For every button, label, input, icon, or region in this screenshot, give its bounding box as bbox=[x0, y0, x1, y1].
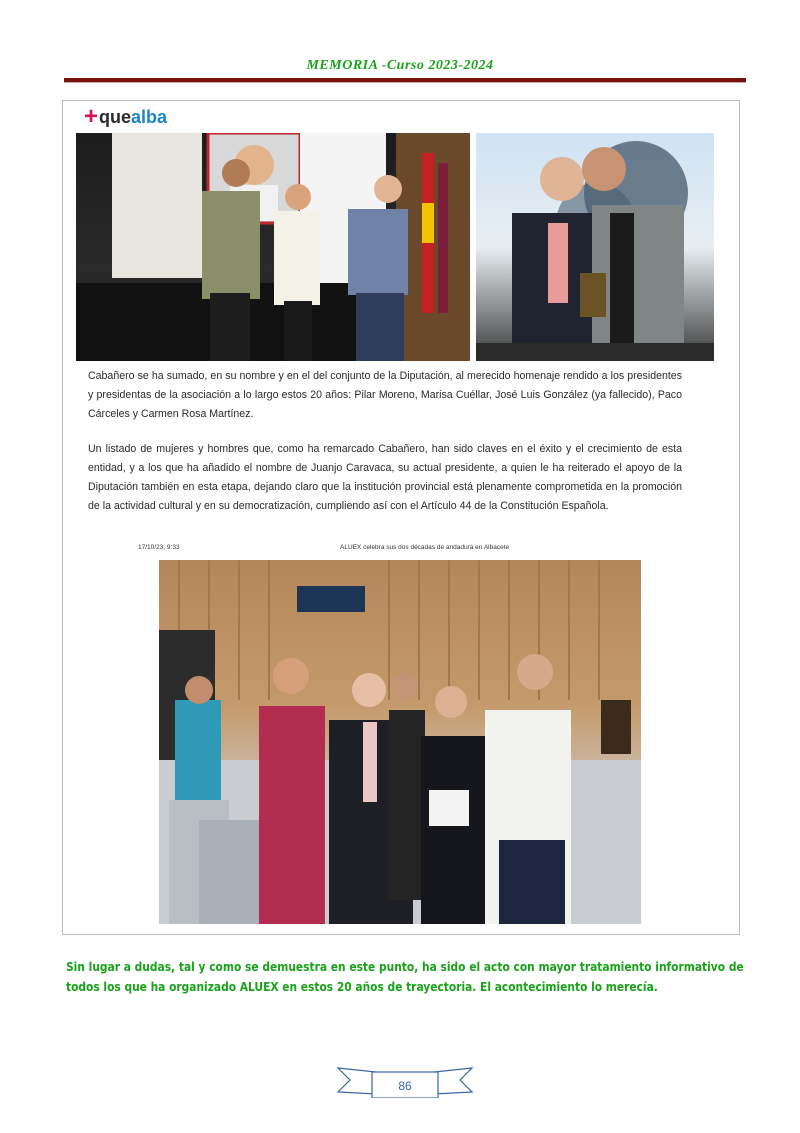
logo-alba-text: alba bbox=[131, 106, 168, 127]
clipping-headline: ALUEX celebra sus dos décadas de andadura en Albacete bbox=[340, 544, 510, 551]
logo-que-text: que bbox=[99, 106, 132, 127]
page-number: 86 bbox=[398, 1079, 412, 1093]
header-divider bbox=[64, 78, 746, 83]
photo-award-ceremony bbox=[76, 133, 470, 361]
caption-paragraph: Sin lugar a dudas, tal y como se demuestra en este punto, ha sido el acto con mayor tratamiento informativo de todos los que ha organizado ALUEX en estos 20 años de trayectoria. El acontecimiento lo merecía. bbox=[66, 959, 744, 994]
clipping-paragraph-2: Un listado de mujeres y hombres que, como ha remarcado Cabañero, han sido claves en el éxito y el crecimiento de esta entidad, y a los que ha añadido el nombre de Juanjo Caravaca, su actual presidente, a quien le ha reiterado el apoyo de la Diputación también en esta etapa, dejando claro que la institución provincial está plenamente comprometida en la promoción de la actividad cultural y en su democratización, cumpliendo así con el Artículo 44 de la Constitución Española. bbox=[88, 443, 682, 512]
photo-group-auditorium bbox=[159, 560, 641, 924]
logo-plus-mark: + bbox=[84, 103, 99, 130]
photo-two-men-award bbox=[476, 133, 714, 361]
clipping-paragraph-1: Cabañero se ha sumado, en su nombre y en el del conjunto de la Diputación, al merecido homenaje rendido a los presidentes y presidentas de la asociación a lo largo estos 20 años: Pilar Moreno, Marisa Cuéllar, José Luis González (ya fallecido), Paco Cárceles y Carmen Rosa Martínez. bbox=[88, 370, 682, 420]
quealba-logo bbox=[84, 103, 168, 130]
clipping-date: 17/10/23, 9:33 bbox=[138, 544, 180, 551]
document-header-title: MEMORIA -Curso 2023-2024 bbox=[306, 58, 494, 73]
